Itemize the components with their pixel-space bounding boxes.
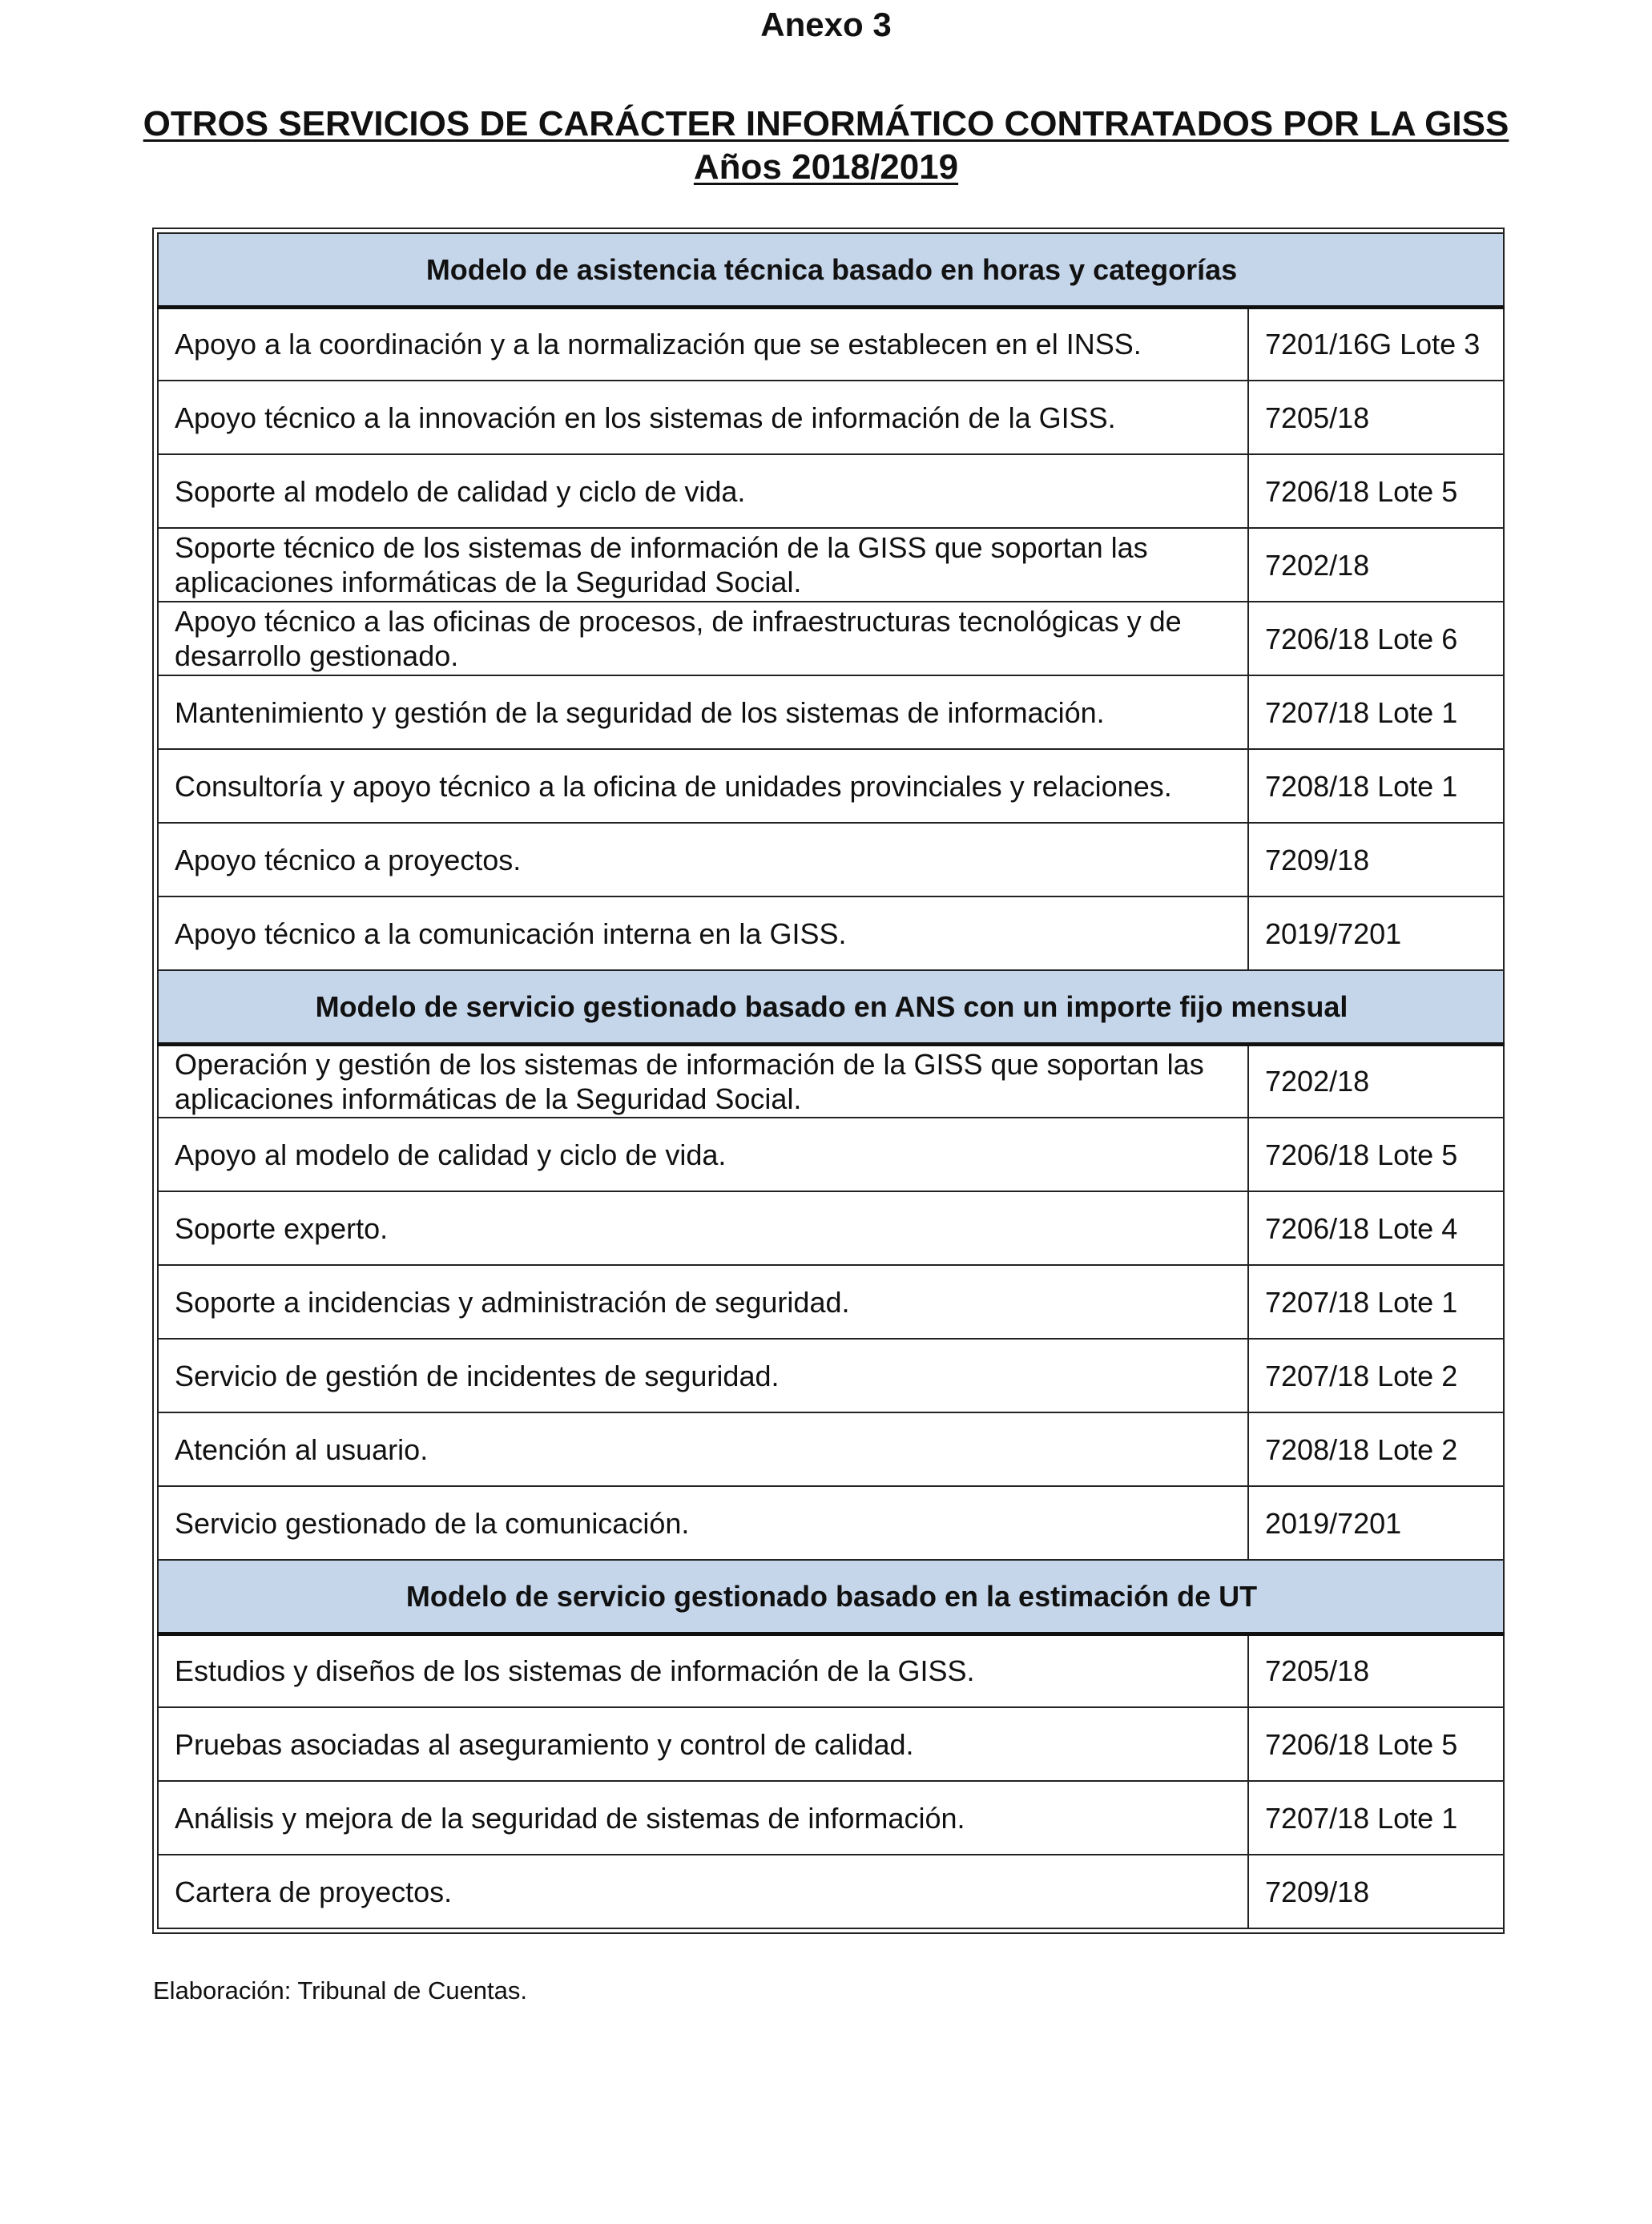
- table-row: [158, 1118, 1504, 1191]
- contract-code: 7207/18 Lote 1: [1248, 675, 1504, 749]
- section-header-row: [158, 233, 1504, 307]
- service-description: Soporte a incidencias y administración de seguridad.: [158, 1265, 1248, 1339]
- service-description: Servicio de gestión de incidentes de seguridad.: [158, 1339, 1248, 1412]
- table-row: [158, 1191, 1504, 1265]
- contract-code: 7206/18 Lote 5: [1248, 1707, 1504, 1781]
- service-description: Mantenimiento y gestión de la seguridad de los sistemas de información.: [158, 675, 1248, 749]
- document-title: [0, 103, 1652, 189]
- section-heading: Modelo de asistencia técnica basado en horas y categorías: [158, 233, 1504, 307]
- table-row: [158, 381, 1504, 454]
- title-line-2: Años 2018/2019: [693, 147, 959, 187]
- contract-code: 7206/18 Lote 5: [1248, 1118, 1504, 1191]
- section-header-row: [158, 970, 1504, 1044]
- service-description: Servicio gestionado de la comunicación.: [158, 1486, 1248, 1560]
- section-heading: Modelo de servicio gestionado basado en la estimación de UT: [158, 1560, 1504, 1634]
- contract-code: 7206/18 Lote 5: [1248, 454, 1504, 528]
- contract-code: 2019/7201: [1248, 1486, 1504, 1560]
- contract-code: 7206/18 Lote 6: [1248, 602, 1504, 675]
- table-row: [158, 1044, 1504, 1118]
- table-row: [158, 602, 1504, 675]
- source-note: Elaboración: Tribunal de Cuentas.: [153, 1976, 528, 2004]
- contract-code: 7209/18: [1248, 823, 1504, 896]
- service-description: Soporte experto.: [158, 1191, 1248, 1265]
- service-description: Atención al usuario.: [158, 1412, 1248, 1486]
- table-row: [158, 1486, 1504, 1560]
- table-row: [158, 1855, 1504, 1928]
- contract-code: 7202/18: [1248, 528, 1504, 602]
- contract-code: 7205/18: [1248, 1634, 1504, 1707]
- service-description: Soporte al modelo de calidad y ciclo de vida.: [158, 454, 1248, 528]
- table-row: [158, 1412, 1504, 1486]
- service-description: Apoyo técnico a la comunicación interna en la GISS.: [158, 896, 1248, 970]
- service-description: Apoyo al modelo de calidad y ciclo de vida.: [158, 1118, 1248, 1191]
- contract-code: 7207/18 Lote 1: [1248, 1265, 1504, 1339]
- title-line-1: OTROS SERVICIOS DE CARÁCTER INFORMÁTICO CONTRATADOS POR LA GISS: [143, 104, 1509, 143]
- service-description: Operación y gestión de los sistemas de información de la GISS que soportan las aplicaciones informáticas de la Seguridad Social.: [158, 1044, 1248, 1118]
- contract-code: 7207/18 Lote 1: [1248, 1781, 1504, 1855]
- service-description: Cartera de proyectos.: [158, 1855, 1248, 1928]
- service-description: Consultoría y apoyo técnico a la oficina de unidades provinciales y relaciones.: [158, 749, 1248, 823]
- table-row: [158, 528, 1504, 602]
- services-table: [157, 232, 1505, 1929]
- contract-code: 7209/18: [1248, 1855, 1504, 1928]
- service-description: Apoyo a la coordinación y a la normalización que se establecen en el INSS.: [158, 307, 1248, 381]
- contract-code: 7207/18 Lote 2: [1248, 1339, 1504, 1412]
- table-row: [158, 896, 1504, 970]
- table-row: [158, 454, 1504, 528]
- contract-code: 7202/18: [1248, 1044, 1504, 1118]
- table-row: [158, 1339, 1504, 1412]
- contract-code: 2019/7201: [1248, 896, 1504, 970]
- service-description: Análisis y mejora de la seguridad de sistemas de información.: [158, 1781, 1248, 1855]
- table-row: [158, 1707, 1504, 1781]
- contract-code: 7208/18 Lote 1: [1248, 749, 1504, 823]
- service-description: Apoyo técnico a proyectos.: [158, 823, 1248, 896]
- table-row: [158, 1634, 1504, 1707]
- contract-code: 7201/16G Lote 3: [1248, 307, 1504, 381]
- services-table-frame: [152, 228, 1505, 1934]
- service-description: Soporte técnico de los sistemas de información de la GISS que soportan las aplicaciones informáticas de la Seguridad Social.: [158, 528, 1248, 602]
- section-heading: Modelo de servicio gestionado basado en ANS con un importe fijo mensual: [158, 970, 1504, 1044]
- table-row: [158, 1265, 1504, 1339]
- table-row: [158, 675, 1504, 749]
- service-description: Apoyo técnico a las oficinas de procesos, de infraestructuras tecnológicas y de desarrollo gestionado.: [158, 602, 1248, 675]
- table-row: [158, 749, 1504, 823]
- table-row: [158, 307, 1504, 381]
- table-row: [158, 1781, 1504, 1855]
- contract-code: 7208/18 Lote 2: [1248, 1412, 1504, 1486]
- contract-code: 7206/18 Lote 4: [1248, 1191, 1504, 1265]
- annex-title: Anexo 3: [760, 6, 892, 43]
- contract-code: 7205/18: [1248, 381, 1504, 454]
- table-row: [158, 823, 1504, 896]
- service-description: Pruebas asociadas al aseguramiento y control de calidad.: [158, 1707, 1248, 1781]
- section-header-row: [158, 1560, 1504, 1634]
- service-description: Apoyo técnico a la innovación en los sistemas de información de la GISS.: [158, 381, 1248, 454]
- service-description: Estudios y diseños de los sistemas de información de la GISS.: [158, 1634, 1248, 1707]
